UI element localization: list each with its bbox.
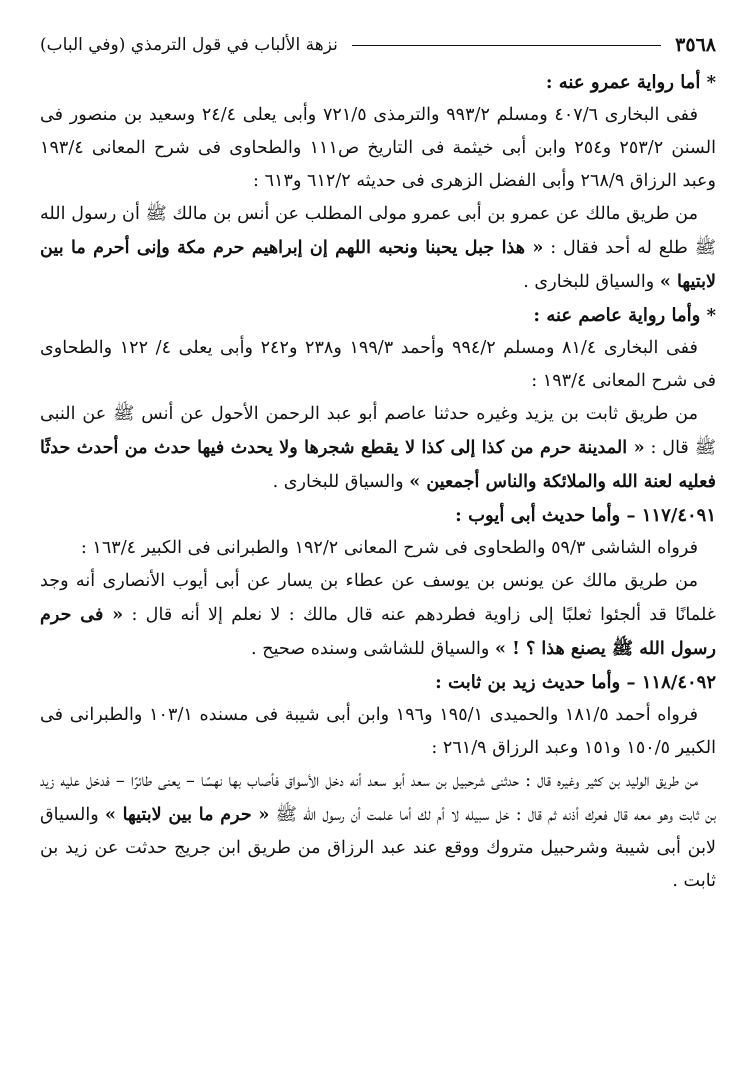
text-segment: من طريق مالك عن يونس بن يوسف عن عطاء بن يسار عن أبى أيوب الأنصارى أنه وجد غلمانًا قد ألجئوا ثعلبًا إلى زاوية فطردهم عنه قال مالك : لا نعلم إلا أنه قال : xyxy=(40,571,716,625)
text-segment: والسياق لابن أبى شيبة وشرحبيل متروك ووقع عند عبد الرزاق من طريق ابن جريج حدثت عن زيد بن ثابت . xyxy=(40,805,716,891)
text-segment: ١١٨/٤٠٩٢ – وأما حديث زيد بن ثابت : xyxy=(435,672,716,693)
text-segment: ففى البخارى ٤٠٧/٦ ومسلم ٩٩٣/٢ والترمذى ٧٢١/٥ وأبى يعلى ٢٤/٤ وسعيد بن منصور فى السنن ٢٥٣/٢ و٢٥٤ وابن أبى خيثمة فى التاريخ ص١١١ والطحاوى فى شرح المعانى ١٩٣/٤ وعبد الرزاق ٢٦٨/٩ وأبى الفضل الزهرى فى حديثه ٦١٢/٢ و٦١٣ : xyxy=(40,105,716,191)
section-heading xyxy=(40,299,716,332)
text-segment: من طريق الوليد بن كثير وغيره قال : حدثنى شرحبيل بن سعد أبو سعد أنه دخل الأسواق فأصاب بها نهسًا – يعنى طائرًا – فدخل عليه زيد بن ثابت وهو معه قال فعرك أذنه ثم قال : خل سبيله لا أم لك أما علمت أن رسول الله ﷺ xyxy=(40,771,717,825)
hadith-paragraph xyxy=(40,765,716,898)
hadith-paragraph xyxy=(40,398,716,499)
reference-paragraph xyxy=(40,532,716,565)
hadith-paragraph xyxy=(40,198,716,299)
book-page xyxy=(40,30,716,1040)
section-heading xyxy=(40,499,716,532)
hadith-quote: « حرم ما بين لابتيها » xyxy=(104,804,270,825)
text-segment: ١١٧/٤٠٩١ – وأما حديث أبى أيوب : xyxy=(455,505,716,526)
header-rule xyxy=(352,45,661,46)
text-segment: * أما رواية عمرو عنه : xyxy=(545,72,716,93)
running-title: نزهة الألباب في قول الترمذي (وفي الباب) xyxy=(40,35,338,55)
reference-paragraph xyxy=(40,99,716,198)
text-segment: والسياق للبخارى . xyxy=(523,272,660,292)
page-header xyxy=(40,30,716,60)
section-heading xyxy=(40,666,716,699)
hadith-paragraph xyxy=(40,565,716,666)
text-segment: والسياق للبخارى . xyxy=(272,472,410,492)
page-body xyxy=(40,66,716,898)
text-segment: من طريق مالك عن عمرو بن أبى عمرو مولى المطلب عن أنس بن مالك ﷺ أن رسول الله ﷺ طلع له أحد فقال : xyxy=(40,204,716,258)
reference-paragraph xyxy=(40,332,716,398)
text-segment: من طريق ثابت بن يزيد وغيره حدثنا عاصم أبو عبد الرحمن الأحول عن أنس ﷺ عن النبى ﷺ قال : xyxy=(40,404,716,458)
reference-paragraph xyxy=(40,699,716,765)
text-segment: ففى البخارى ٨١/٤ ومسلم ٩٩٤/٢ وأحمد ١٩٩/٣ و٢٣٨ و٢٤٢ وأبى يعلى ٤/ ١٢٢ والطحاوى فى شرح المعانى ١٩٣/٤ : xyxy=(40,338,716,391)
text-segment: فرواه أحمد ١٨١/٥ والحميدى ١٩٥/١ و١٩٦ وابن أبى شيبة فى مسنده ١٠٣/١ والطبرانى فى الكبير ١٥٠/٥ و١٥١ وعبد الرزاق ٢٦١/٩ : xyxy=(40,705,716,758)
hadith-quote: « فى حرم رسول الله ﷺ يصنع هذا ؟ ! » xyxy=(40,604,716,659)
text-segment: والسياق للشاشى وسنده صحيح . xyxy=(251,639,495,659)
section-heading xyxy=(40,66,716,99)
page-number: ٣٥٦٨ xyxy=(675,34,716,56)
hadith-quote: « المدينة حرم من كذا إلى كذا لا يقطع شجرها ولا يحدث فيها حدث من أحدث حدثًا فعليه لعنة الله والملائكة والناس أجمعين » xyxy=(40,437,716,492)
text-segment: فرواه الشاشى ٥٩/٣ والطحاوى فى شرح المعانى ١٩٢/٢ والطبرانى فى الكبير ١٦٣/٤ : xyxy=(80,538,698,558)
hadith-quote: « هذا جبل يحبنا ونحبه اللهم إن إبراهيم حرم مكة وإنى أحرم ما بين لابتيها » xyxy=(40,237,716,292)
text-segment: * وأما رواية عاصم عنه : xyxy=(533,305,716,326)
